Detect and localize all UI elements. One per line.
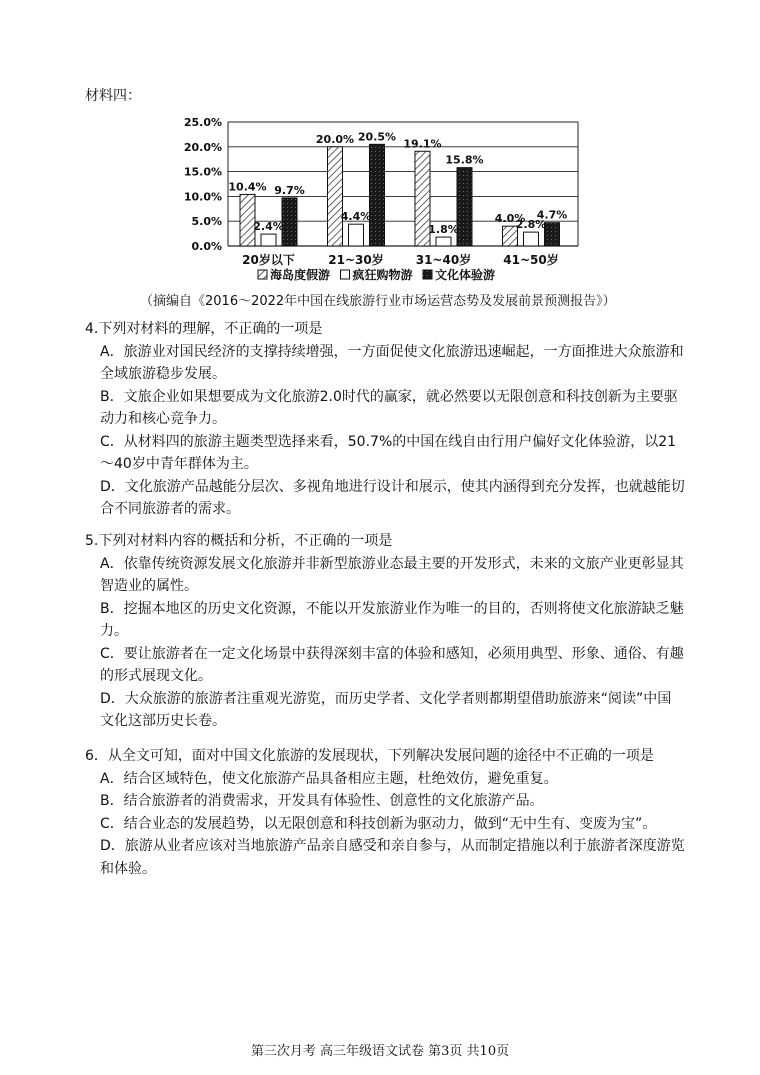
data-label: 4.7% xyxy=(536,208,568,222)
bar xyxy=(261,234,276,246)
y-tick-labels xyxy=(184,116,222,253)
option-c: C．结合业态的发展趋势，以无限创意和科技创新为驱动力，做到“无中生有、变废为宝”。 xyxy=(100,815,657,832)
data-label: 9.7% xyxy=(274,183,305,197)
legend-swatch xyxy=(423,270,432,279)
option-d: D．旅游从业者应该对当地旅游产品亲自感受和亲自参与，从而制定措施以利于旅游者深度游览和体验。 xyxy=(100,838,685,877)
x-tick-label: 31~40岁 xyxy=(415,253,472,267)
data-label: 2.8% xyxy=(515,218,547,232)
question-6 xyxy=(85,745,685,880)
x-tick-label: 41~50岁 xyxy=(503,253,559,267)
question-4 xyxy=(85,318,685,521)
option-c: C．要让旅游者在一定文化场景中获得深刻丰富的体验和感知，必须用典型、形象、通俗、有趣的形式展现文化。 xyxy=(100,645,684,684)
y-tick-label: 20.0% xyxy=(183,140,222,154)
question-stem: 6．从全文可知，面对中国文化旅游的发展现状，下列解决发展问题的途径中不正确的一项是 xyxy=(85,748,654,764)
bar xyxy=(349,224,364,246)
legend-label: 文化体验游 xyxy=(435,268,496,282)
data-label: 20.5% xyxy=(357,130,397,144)
data-label: 20.0% xyxy=(315,132,355,146)
bar xyxy=(370,144,385,246)
bar xyxy=(328,147,343,246)
x-tick-label: 20岁以下 xyxy=(242,253,295,267)
source-caption: （摘编自《2016～2022年中国在线旅游行业市场运营态势及发展前景预测报告》） xyxy=(140,294,616,309)
option-d: D．大众旅游的旅游者注重观光游览，而历史学者、文化学者则都期望借助旅游来“阅读”中国文化这部历史长卷。 xyxy=(100,690,672,729)
option-a: A．结合区域特色，使文化旅游产品具备相应主题，杜绝效仿，避免重复。 xyxy=(100,770,558,787)
option-b: B．文旅企业如果想要成为文化旅游2.0时代的赢家，就必然要以无限创意和科技创新为主要驱动力和核心竞争力。 xyxy=(100,388,678,427)
option-a: A．依靠传统资源发展文化旅游并非新型旅游业态最主要的开发形式，未来的文旅产业更彰显其智造业的属性。 xyxy=(100,555,684,594)
x-tick-labels xyxy=(242,252,559,267)
bar xyxy=(545,223,560,246)
y-tick-label: 15.0% xyxy=(183,165,222,179)
page-footer: 第三次月考 高三年级语文试卷 第3页 共10页 xyxy=(250,1044,510,1059)
bar xyxy=(436,237,451,246)
bar xyxy=(282,198,297,246)
data-labels xyxy=(228,130,567,236)
legend-label: 海岛度假游 xyxy=(270,268,331,282)
data-label: 15.8% xyxy=(445,153,484,167)
question-stem: 4.下列对材料的理解，不正确的一项是 xyxy=(85,321,323,337)
y-tick-label: 0.0% xyxy=(191,240,222,253)
x-tick-label: 21~30岁 xyxy=(328,253,384,267)
question-stem: 5.下列对材料内容的概括和分析，不正确的一项是 xyxy=(85,533,393,549)
legend-label: 疯狂购物游 xyxy=(352,268,413,282)
y-tick-label: 10.0% xyxy=(183,190,222,204)
data-label: 19.1% xyxy=(403,137,442,151)
data-label: 2.4% xyxy=(253,220,284,234)
bar xyxy=(457,168,472,246)
bar xyxy=(524,232,539,246)
option-a: A．旅游业对国民经济的支撑持续增强，一方面促使文化旅游迅速崛起，一方面推进大众旅游和全域旅游稳步发展。 xyxy=(100,343,684,382)
data-label: 10.4% xyxy=(228,180,267,194)
bar-chart xyxy=(170,110,600,285)
y-tick-label: 5.0% xyxy=(191,215,222,229)
data-label: 1.8% xyxy=(428,223,459,237)
legend xyxy=(258,267,495,282)
option-d: D．文化旅游产品越能分层次、多视角地进行设计和展示，使其内涵得到充分发挥，也就越能切合不同旅游者的需求。 xyxy=(100,478,685,517)
option-c: C．从材料四的旅游主题类型选择来看，50.7%的中国在线自由行用户偏好文化体验游，以21～40岁中青年群体为主。 xyxy=(100,433,677,472)
material-label: 材料四： xyxy=(85,88,141,104)
option-b: B．结合旅游者的消费需求，开发具有体验性、创意性的文化旅游产品。 xyxy=(100,793,544,809)
data-label: 4.0% xyxy=(494,212,526,226)
y-tick-label: 25.0% xyxy=(183,116,222,129)
chart-svg xyxy=(170,110,600,285)
legend-swatch xyxy=(341,270,350,279)
data-label: 4.4% xyxy=(340,210,372,224)
legend-swatch xyxy=(258,270,267,279)
question-5 xyxy=(85,530,685,733)
option-b: B．挖掘本地区的历史文化资源，不能以开发旅游业作为唯一的目的，否则将使文化旅游缺乏魅力。 xyxy=(100,600,684,639)
